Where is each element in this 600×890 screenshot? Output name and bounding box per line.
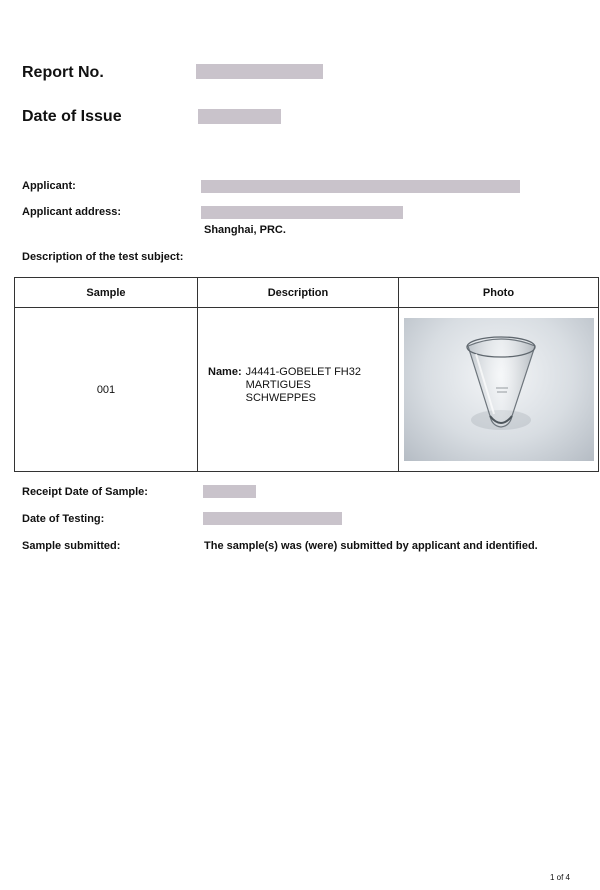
applicant-address-line: Shanghai, PRC.	[204, 224, 286, 236]
applicant-address-redacted	[201, 206, 403, 219]
glass-image	[404, 318, 594, 461]
applicant-label: Applicant:	[22, 180, 76, 192]
name-line-2: MARTIGUES	[245, 379, 311, 391]
table-row	[15, 308, 599, 472]
samples-table	[14, 277, 599, 472]
page-number: 1 of 4	[549, 873, 570, 882]
report-no-label: Report No.	[22, 64, 104, 81]
description-cell	[198, 308, 399, 472]
sample-submitted-label: Sample submitted:	[22, 540, 121, 552]
header-sample: Sample	[15, 278, 198, 308]
sample-submitted-value: The sample(s) was (were) submitted by applicant and identified.	[204, 540, 538, 552]
date-of-issue-label: Date of Issue	[22, 108, 122, 125]
table-header-row	[15, 278, 599, 308]
sample-photo	[404, 318, 594, 461]
date-of-issue-redacted	[198, 109, 281, 124]
date-of-testing-redacted	[203, 512, 342, 525]
photo-cell	[399, 308, 599, 472]
name-line-1: J4441-GOBELET FH32	[245, 366, 361, 378]
report-no-redacted	[196, 64, 323, 79]
header-photo: Photo	[399, 278, 599, 308]
sample-id-cell: 001	[15, 308, 198, 472]
header-description: Description	[198, 278, 399, 308]
date-of-testing-label: Date of Testing:	[22, 513, 105, 525]
applicant-address-label: Applicant address:	[22, 206, 122, 218]
name-colon: :	[237, 366, 242, 378]
applicant-redacted	[201, 180, 520, 193]
receipt-date-label: Receipt Date of Sample:	[22, 486, 148, 498]
description-label: Description of the test subject:	[22, 251, 184, 263]
name-line-3: SCHWEPPES	[245, 392, 316, 404]
name-label: Name	[208, 366, 238, 378]
receipt-date-redacted	[203, 485, 256, 498]
